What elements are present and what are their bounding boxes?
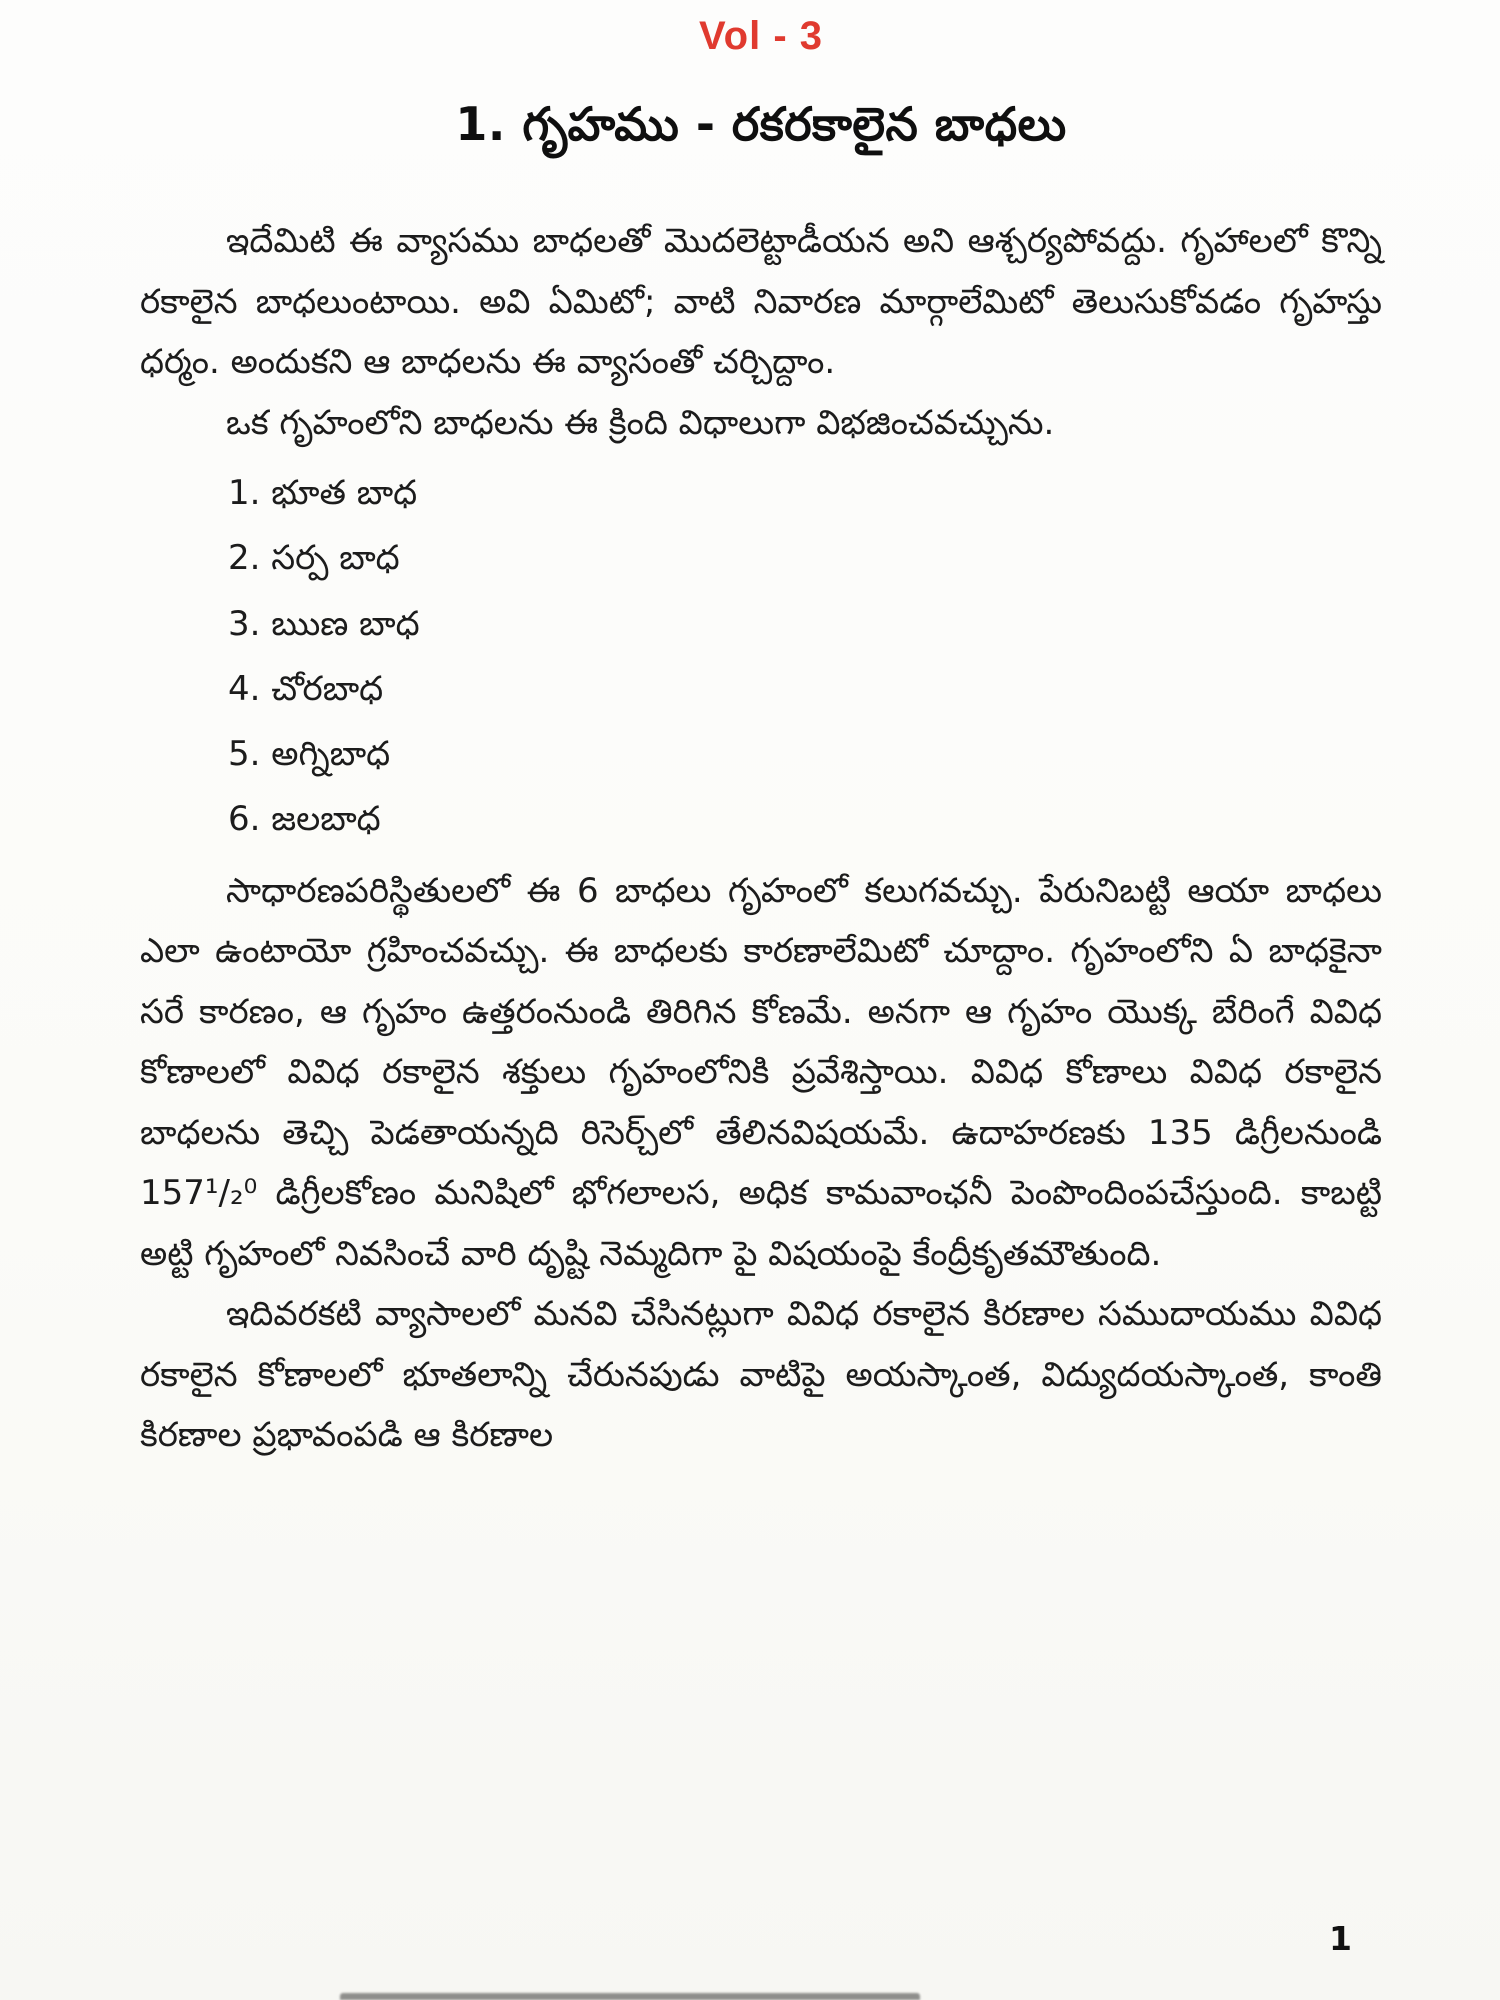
list-item-sarpa-badha: 2. సర్ప బాధ [228,538,400,579]
paragraph-list-lead: ఒక గృహంలోని బాధలను ఈ క్రింది విధాలుగా విభజించవచ్చును. [226,402,1055,443]
body-text [140,211,1382,1466]
paragraph-intro: ఇదేమిటి ఈ వ్యాసము బాధలతో మొదలెట్టాడీయన అని ఆశ్చర్యపోవద్దు. గృహాలలో కొన్ని రకాలైన బాధలుంటాయి. అవి ఏమిటో; వాటి నివారణ మార్గాలేమిటో తెలుసుకోవడం గృహస్తు ధర్మం. అందుకని ఆ బాధలను ఈ వ్యాసంతో చర్చిద్దాం. [140,221,1382,383]
volume-label: Vol - 3 [698,14,824,58]
list-item-agni-badha: 5. అగ్నిబాధ [228,734,391,775]
list-item-chora-badha: 4. చోరబాధ [228,668,384,709]
page-heading: 1. గృహము - రకరకాలైన బాధలు [455,97,1067,151]
badha-list [228,461,1382,853]
page-number: 1 [1329,1919,1352,1958]
list-item-bhuta-badha: 1. భూత బాధ [228,473,418,514]
paragraph-rays: ఇదివరకటి వ్యాసాలలో మనవి చేసినట్లుగా వివిధ రకాలైన కిరణాల సముదాయము వివిధ రకాలైన కోణాలలో భూతలాన్ని చేరునపుడు వాటిపై అయస్కాంత, విద్యుదయస్కాంత, కాంతి కిరణాల ప్రభావంపడి ఆ కిరణాల [140,1294,1382,1456]
list-item-jala-badha: 6. జలబాధ [228,799,381,840]
paragraph-explanation: సాధారణపరిస్థితులలో ఈ 6 బాధలు గృహంలో కలుగవచ్చు. పేరునిబట్టి ఆయా బాధలు ఎలా ఉంటాయో గ్రహించవచ్చు. ఈ బాధలకు కారణాలేమిటో చూద్దాం. గృహంలోని ఏ బాధకైనా సరే కారణం, ఆ గృహం ఉత్తరంనుండి తిరిగిన కోణమే. అనగా ఆ గృహం యొక్క బేరింగే వివిధ కోణాలలో వివిధ రకాలైన శక్తులు గృహంలోనికి ప్రవేశిస్తాయి. వివిధ కోణాలు వివిధ రకాలైన బాధలను తెచ్చి పెడతాయన్నది రిసెర్చ్‌లో తేలినవిషయమే. ఉదాహరణకు 135 డిగ్రీలనుండి 157¹/₂⁰ డిగ్రీలకోణం మనిషిలో భోగలాలస, అధిక కామవాంఛనీ పెంపొందింపచేస్తుంది. కాబట్టి అట్టి గృహంలో నివసించే వారి దృష్టి నెమ్మదిగా పై విషయంపై కేంద్రీకృతమౌతుంది. [140,870,1382,1274]
scan-edge-artifact [340,1993,920,2000]
list-item-runa-badha: 3. ఋణ బాధ [228,603,420,644]
